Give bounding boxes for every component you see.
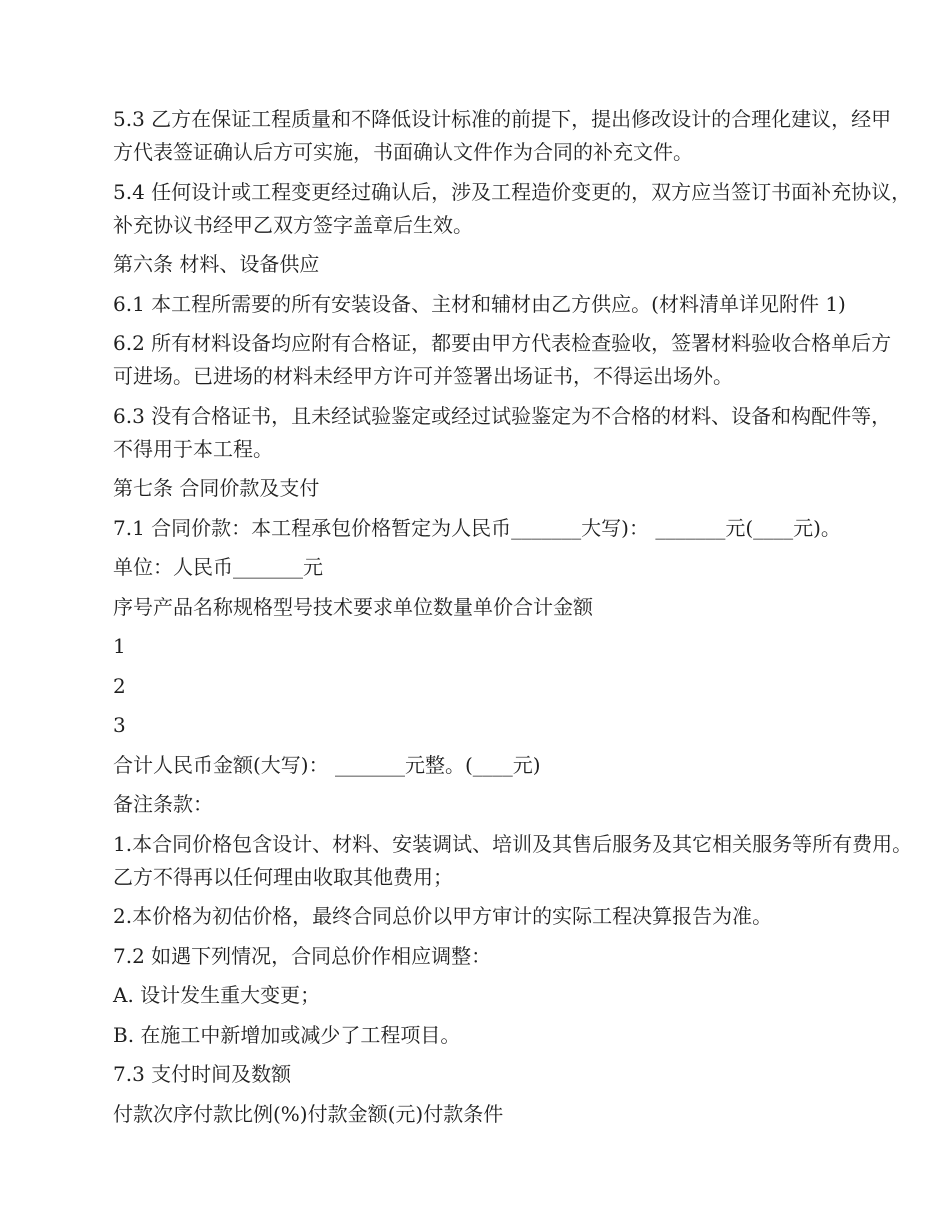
table-row-2 xyxy=(113,670,860,703)
table-row-1 xyxy=(113,630,860,663)
text-line: 6.3 没有合格证书，且未经试验鉴定或经过试验鉴定为不合格的材料、设备和构配件等， xyxy=(113,403,892,428)
heading-line: 备注条款： xyxy=(113,792,213,816)
text-line: 方代表签证确认后方可实施，书面确认文件作为合同的补充文件。 xyxy=(113,140,693,164)
text-line: 补充协议书经甲乙双方签字盖章后生效。 xyxy=(113,212,473,237)
clause-6-1 xyxy=(113,288,860,321)
text-line: 6.2 所有材料设备均应附有合格证，都要由甲方代表检查验收，签署材料验收合格单后方 xyxy=(113,331,892,355)
text-line: 2.本价格为初估价格，最终合同总价以甲方审计的实际工程决算报告为准。 xyxy=(113,904,773,928)
text-line: 5.4 任何设计或工程变更经过确认后，涉及工程造价变更的，双方应当签订书面补充协议， xyxy=(113,179,912,204)
total-amount-line xyxy=(113,749,860,782)
unit-price-line xyxy=(113,551,860,584)
text-line: 7.3 支付时间及数额 xyxy=(113,1062,292,1086)
article-7-heading xyxy=(113,472,860,505)
text-line: 1 xyxy=(113,634,126,658)
item-a xyxy=(113,979,860,1012)
heading-line: 第七条 合同价款及支付 xyxy=(113,476,320,500)
text-line: 付款次序付款比例(%)付款金额(元)付款条件 xyxy=(113,1101,504,1126)
text-line: 3 xyxy=(113,713,126,737)
remark-1 xyxy=(113,828,913,894)
text-line: 7.2 如遇下列情况，合同总价作相应调整： xyxy=(113,943,492,968)
product-table-header xyxy=(113,591,860,624)
clause-7-3 xyxy=(113,1058,860,1091)
text-line: 合计人民币金额(大写)： _______元整。(____元) xyxy=(113,752,541,777)
text-line: 不得用于本工程。 xyxy=(113,436,273,461)
text-line: 可进场。已进场的材料未经甲方许可并签署出场证书，不得运出场外。 xyxy=(113,364,733,388)
text-line: 2 xyxy=(113,673,126,698)
clause-6-3 xyxy=(113,400,892,466)
heading-line: 第六条 材料、设备供应 xyxy=(113,252,320,276)
item-b xyxy=(113,1019,860,1052)
text-line: 5.3 乙方在保证工程质量和不降低设计标准的前提下，提出修改设计的合理化建议，经甲 xyxy=(113,107,892,131)
clause-5-3 xyxy=(113,103,892,169)
text-line: B. 在施工中新增加或减少了工程项目。 xyxy=(113,1022,461,1047)
remark-2 xyxy=(113,900,860,933)
remarks-heading xyxy=(113,788,860,821)
text-line: 乙方不得再以任何理由收取其他费用； xyxy=(113,864,453,889)
text-line: 单位：人民币_______元 xyxy=(113,555,323,579)
text-line: 1.本合同价格包含设计、材料、安装调试、培训及其售后服务及其它相关服务等所有费用。 xyxy=(113,831,913,856)
text-line: 7.1 合同价款：本工程承包价格暂定为人民币_______大写)： _______元(____元)。 xyxy=(113,515,841,540)
clause-5-4 xyxy=(113,176,912,242)
table-row-3 xyxy=(113,709,860,742)
clause-6-2 xyxy=(113,327,892,393)
text-line: A. 设计发生重大变更； xyxy=(113,983,321,1007)
clause-7-1 xyxy=(113,512,860,545)
clause-7-2 xyxy=(113,940,860,973)
text-line: 序号产品名称规格型号技术要求单位数量单价合计金额 xyxy=(113,594,593,619)
payment-table-header xyxy=(113,1098,860,1131)
article-6-heading xyxy=(113,248,860,281)
text-line: 6.1 本工程所需要的所有安装设备、主材和辅材由乙方供应。(材料清单详见附件 1) xyxy=(113,291,846,316)
